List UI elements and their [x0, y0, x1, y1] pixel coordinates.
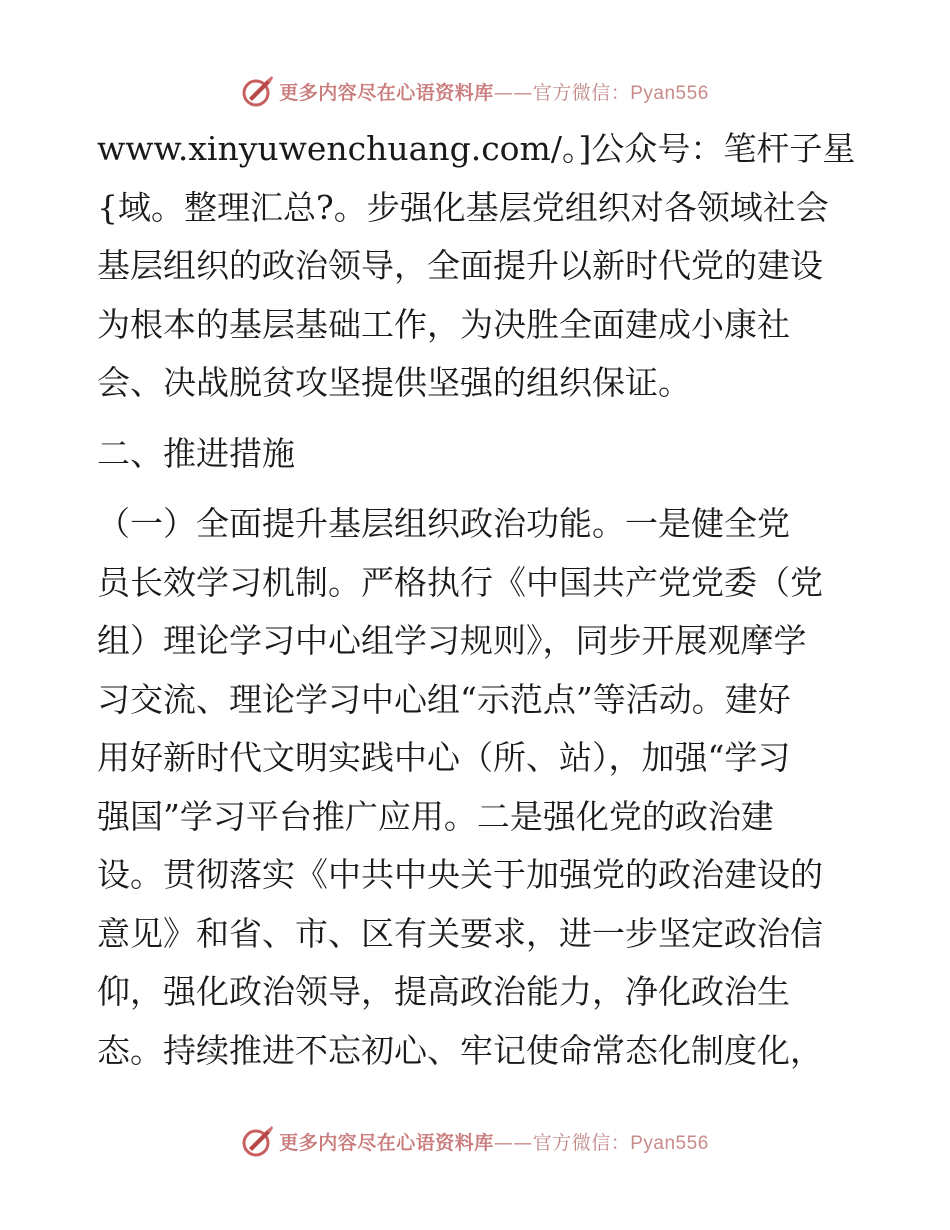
body-line: {域。整理汇总?。步强化基层党组织对各领域社会	[97, 187, 829, 227]
watermark-main-text: 更多内容尽在心语资料库	[279, 1131, 494, 1154]
body-line: 意见》和省、市、区有关要求，进一步坚定政治信	[97, 913, 823, 953]
body-line: 设。贯彻落实《中共中央关于加强党的政治建设的	[97, 855, 823, 894]
body-line: 用好新时代文明实践中心（所、站），加强“学习	[97, 738, 791, 777]
watermark-wechat-label: 官方微信：	[532, 1131, 631, 1154]
body-line: （一）全面提升基层组织政治功能。一是健全党	[97, 504, 790, 543]
watermark-wechat-label: 官方微信：	[532, 81, 631, 104]
body-line: 为根本的基层基础工作，为决胜全面建成小康社	[97, 304, 790, 344]
watermark-main-text: 更多内容尽在心语资料库	[279, 81, 494, 104]
watermark-wechat-id: Pyan556	[630, 82, 709, 104]
header-watermark-banner	[0, 71, 950, 111]
body-line: 强国”学习平台推广应用。二是强化党的政治建	[97, 796, 774, 836]
watermark-text	[279, 78, 709, 105]
watermark-separator: ——	[493, 1131, 533, 1154]
body-line: 基层组织的政治领导，全面提升以新时代党的建设	[97, 246, 823, 285]
watermark-text	[279, 1128, 709, 1155]
body-line: 组）理论学习中心组学习规则》，同步开展观摩学	[97, 621, 807, 660]
body-line: 仰，强化政治领导，提高政治能力，净化政治生	[97, 972, 790, 1011]
body-line: 态。持续推进不忘初心、牢记使命常态化制度化，	[97, 1030, 823, 1070]
watermark-wechat-id: Pyan556	[630, 1132, 709, 1154]
body-line: 员长效学习机制。严格执行《中国共产党党委（党	[97, 562, 823, 602]
body-line: www.xinyuwenchuang.com/。]公众号：笔杆子星	[97, 129, 856, 168]
watermark-separator: ——	[493, 81, 533, 104]
brush-logo-icon	[241, 1124, 275, 1158]
footer-watermark-banner	[0, 1121, 950, 1161]
section-heading: 二、推进措施	[97, 433, 295, 473]
brush-logo-icon	[241, 74, 275, 108]
body-line: 会、决战脱贫攻坚提供坚强的组织保证。	[97, 363, 691, 402]
document-body	[97, 120, 857, 1080]
body-line: 习交流、理论学习中心组“示范点”等活动。建好	[97, 679, 791, 719]
